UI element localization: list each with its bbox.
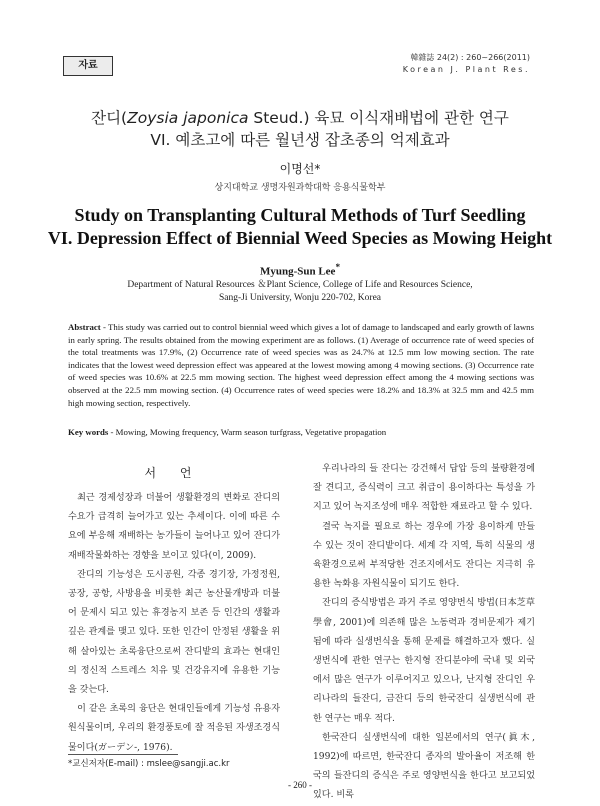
- keywords: [68, 427, 534, 437]
- journal-english-name: Korean J. Plant Res.: [402, 65, 530, 74]
- journal-header: [403, 52, 530, 76]
- right-column: [313, 460, 535, 806]
- korean-title-line2: VI. 예초고에 따른 월년생 잡초종의 억제효과: [150, 131, 450, 149]
- paragraph: 잔디의 기능성은 도시공원, 각종 경기장, 가정정원, 공장, 공항, 사방용을 비롯한 최근 농산물개방과 더불어 문제시 되고 있는 휴경농지 보존 등 인간의 생활과 깊은 관계를 맺고 있다. 또한 인간이 안정된 생활을 위해 살아있는 초록융단으로써 잔디밭의 효과는 현대인의 정신적 스트레스 치유 및 건강유지에 유용한 기능을 갖는다.: [68, 569, 280, 696]
- paragraph: 한국잔디 실생번식에 대한 일본에서의 연구(眞木, 1992)에 따르면, 한국잔디 종자의 발아율이 저조해 한국의 들잔디의 증식은 주로 영양번식을 한다고 보고되었있다. 비록: [313, 732, 535, 801]
- corresponding-author-mark: *: [335, 262, 341, 272]
- affiliation-korean: 상지대학교 생명자원과학대학 응용식물학부: [214, 183, 386, 193]
- affiliation-english: Department of Natural Resources ＆Plant Science, College of Life and Resources Science, Sang-Ji University, Wonju 220-702, Korea: [127, 280, 473, 303]
- abstract-text: - This study was carried out to control biennial weed which gives a lot of damage to landscaped and early growth of lawns in early spring. The results obtained from the mowing experiment are as follows. (1) Average of occurrence rate of weed species of the total treatments was 17.9%, (2) Occurrence rate of weed species was as 24.7% at 12.5 mm low mowing section. The rate indicates that the lowest weed depression effect was appeared at the lowest mowing among 4 mowing sections. (3) Occurrence rate of weed species was 10.6% at 22.5 mm mowing section. The highest weed depression effect among the 4 mowing sections was observed at the 22.5 mm mowing section. (4) Occurrence rates of weed species were 18.2% and 18.3% at 32.5 mm and 42.5 mm high mowing section, respectively.: [68, 322, 534, 408]
- section-heading-introduction: 서 언: [144, 466, 202, 480]
- paragraph: 결국 녹지를 필요로 하는 경우에 가장 용이하게 만들 수 있는 것이 잔디밭이다. 세계 각 지역, 특히 식물의 생육환경으로써 부적당한 건조지에서도 잔디는 지극히 유용한 녹화용 자원식물이 되기도 한다.: [313, 521, 535, 590]
- author-english: Myung-Sun Lee*: [259, 262, 341, 278]
- author-korean: 이명선*: [279, 162, 321, 176]
- journal-citation: 韓雜誌 24(2) : 260~266(2011): [410, 53, 530, 62]
- page-number: - 260 -: [288, 780, 312, 790]
- footnote-email: *교신저자(E-mail) : mslee@sangji.ac.kr: [68, 759, 230, 769]
- keywords-label: Key words: [68, 427, 109, 437]
- paragraph: 우리나라의 들 잔디는 강건해서 답압 등의 불량환경에 잘 견디고, 증식력이 크고 취급이 용이하다는 특성을 가지고 있어 녹지조성에 매우 적합한 재료라고 할 수 있다.: [313, 464, 535, 513]
- article-type-tag: 자료: [63, 56, 113, 76]
- paragraph: 이 같은 초록의 융단은 현대인들에게 기능성 유용자원식물이며, 우리의 환경풍토에 잘 적응된 자생조경식물이다(ガーデン-, 1976).: [68, 704, 280, 753]
- species-name: Zoysia japonica: [127, 109, 249, 127]
- abstract-label: Abstract: [68, 322, 101, 332]
- abstract: [68, 321, 534, 409]
- english-title-line2: VI. Depression Effect of Biennial Weed Species as Mowing Height: [47, 228, 553, 248]
- korean-title-line1: 잔디(Zoysia japonica Steud.) 육묘 이식재배법에 관한 연구: [91, 109, 509, 127]
- keywords-text: - Mowing, Mowing frequency, Warm season turfgrass, Vegetative propagation: [108, 427, 387, 437]
- paragraph: 잔디의 증식방법은 과거 주로 영양번식 방법(日本芝草學會, 2001)에 의존해 많은 노동력과 경비문제가 제기됨에 따라 실생번식을 통해 문제를 해결하고자 했다. 실생번식에 관한 연구는 한지형 잔디분야에 국내 및 외국에서 많은 연구가 이루어지고 있으나, 난지형 잔디인 우리나라의 들잔디, 금잔디 등의 한국잔디 실생번식에 관한 연구는 매우 적다.: [313, 598, 535, 724]
- english-title-line1: Study on Transplanting Cultural Methods of Turf Seedling: [74, 205, 526, 225]
- left-column: [68, 489, 280, 758]
- footnote-divider: [68, 754, 178, 755]
- paragraph: 최근 경제성장과 더불어 생활환경의 변화로 잔디의 수요가 급격히 늘어가고 있는 추세이다. 이에 따른 수요에 부응해 재배하는 농가들이 늘어나고 있어 잔디가 재배작물화하는 경향을 보이고 있다(이, 2009).: [68, 493, 280, 561]
